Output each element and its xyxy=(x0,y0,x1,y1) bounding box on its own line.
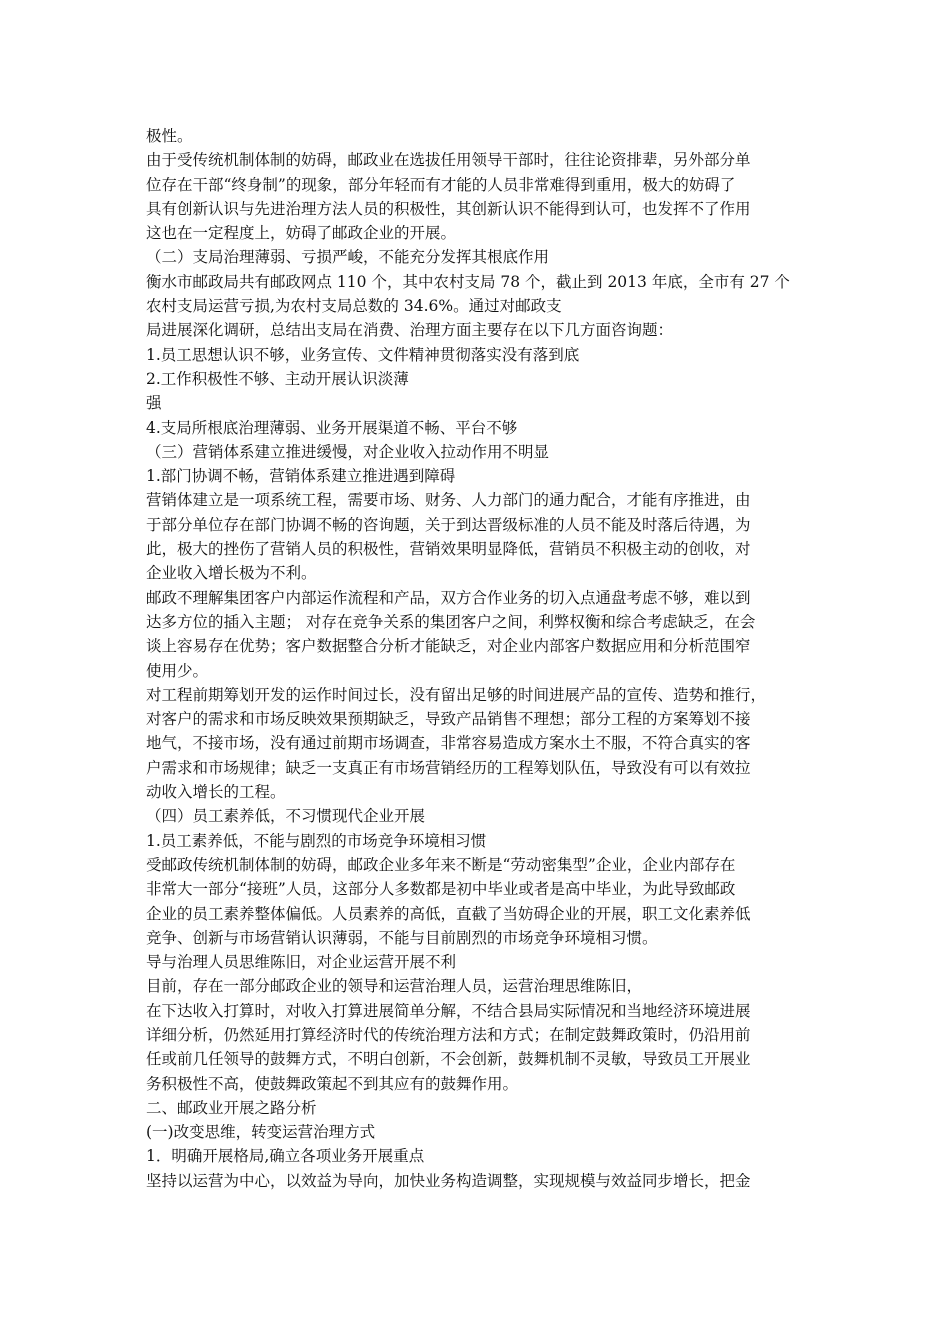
text-line: 邮政不理解集团客户内部运作流程和产品，双方合作业务的切入点通盘考虑不够，难以到 xyxy=(146,588,751,607)
text-line: （四）员工素养低，不习惯现代企业开展 xyxy=(146,807,426,826)
text-line: 企业的员工素养整体偏低。人员素养的高低，直截了当妨碍企业的开展，职工文化素养低 xyxy=(146,904,751,923)
text-line: 户需求和市场规律；缺乏一支真正有市场营销经历的工程筹划队伍，导致没有可以有效拉 xyxy=(146,758,751,777)
text-line: 局进展深化调研，总结出支局在消费、治理方面主要存在以下几方面咨询题： xyxy=(146,321,674,340)
text-line: (一)改变思维，转变运营治理方式 xyxy=(146,1123,376,1142)
text-line: 使用少。 xyxy=(146,661,209,680)
text-line: 营销体建立是一项系统工程，需要市场、财务、人力部门的通力配合，才能有序推进，由 xyxy=(146,491,751,510)
text-line: （三）营销体系建立推进缓慢，对企业收入拉动作用不明显 xyxy=(146,442,550,461)
text-line: 2.工作积极性不够、主动开展认识淡薄 xyxy=(146,369,409,388)
text-line: 地气，不接市场，没有通过前期市场调查，非常容易造成方案水土不服，不符合真实的客 xyxy=(146,734,751,753)
text-line: 极性。 xyxy=(146,127,193,145)
text-line: 1.员工思想认识不够，业务宣传、文件精神贯彻落实没有落到底 xyxy=(146,345,580,364)
text-line: 二、邮政业开展之路分析 xyxy=(146,1098,317,1117)
text-line: 非常大一部分“接班”人员，这部分人多数都是初中毕业或者是高中毕业，为此导致邮政 xyxy=(146,880,736,899)
text-line: 坚持以运营为中心，以效益为导向，加快业务构造调整，实现规模与效益同步增长，把金 xyxy=(146,1171,751,1190)
text-line: 导与治理人员思维陈旧，对企业运营开展不利 xyxy=(146,953,457,972)
text-line: 在下达收入打算时，对收入打算进展简单分解，不结合县局实际情况和当地经济环境进展 xyxy=(146,1001,751,1020)
text-line: 动收入增长的工程。 xyxy=(146,783,286,802)
document-body xyxy=(146,124,826,1193)
text-line: 企业收入增长极为不利。 xyxy=(146,564,317,583)
text-line: 对客户的需求和市场反映效果预期缺乏，导致产品销售不理想；部分工程的方案筹划不接 xyxy=(146,710,751,729)
text-line: 任或前几任领导的鼓舞方式，不明白创新，不会创新，鼓舞机制不灵敏，导致员工开展业 xyxy=(146,1050,751,1069)
text-line: 竞争、创新与市场营销认识薄弱，不能与目前剧烈的市场竞争环境相习惯。 xyxy=(146,928,658,947)
text-line: 此，极大的挫伤了营销人员的积极性，营销效果明显降低，营销员不积极主动的创收，对 xyxy=(146,540,751,559)
text-line: （二）支局治理薄弱、亏损严峻，不能充分发挥其根底作用 xyxy=(146,248,550,267)
text-line: 由于受传统机制体制的妨碍，邮政业在选拔任用领导干部时，往往论资排辈，另外部分单 xyxy=(146,151,751,170)
text-line: 1.员工素养低，不能与剧烈的市场竞争环境相习惯 xyxy=(146,831,487,850)
text-line: 具有创新认识与先进治理方法人员的积极性，其创新认识不能得到认可，也发挥不了作用 xyxy=(146,199,751,218)
text-line: 强 xyxy=(146,394,162,413)
text-line: 详细分析，仍然延用打算经济时代的传统治理方法和方式；在制定鼓舞政策时，仍沿用前 xyxy=(146,1025,751,1044)
text-line: 务积极性不高，使鼓舞政策起不到其应有的鼓舞作用。 xyxy=(146,1074,519,1093)
text-line: 受邮政传统机制体制的妨碍，邮政企业多年来不断是“劳动密集型”企业，企业内部存在 xyxy=(146,855,736,874)
text-line: 4.支局所根底治理薄弱、业务开展渠道不畅、平台不够 xyxy=(146,418,518,437)
text-line: 于部分单位存在部门协调不畅的咨询题，关于到达晋级标准的人员不能及时落后待遇，为 xyxy=(146,515,751,534)
text-line: 对工程前期筹划开发的运作时间过长，没有留出足够的时间进展产品的宣传、造势和推行， xyxy=(146,685,767,704)
text-line: 目前，存在一部分邮政企业的领导和运营治理人员，运营治理思维陈旧， xyxy=(146,977,643,996)
text-line: 这也在一定程度上，妨碍了邮政企业的开展。 xyxy=(146,224,457,243)
text-line: 位存在干部“终身制”的现象，部分年轻而有才能的人员非常难得到重用，极大的妨碍了 xyxy=(146,175,736,194)
text-line: 衡水市邮政局共有邮政网点 110 个，其中农村支局 78 个，截止到 2013 年底，全市有 27 个 xyxy=(146,272,790,291)
text-line: 达多方位的插入主题； 对存在竞争关系的集团客户之间，利弊权衡和综合考虑缺乏，在会 xyxy=(146,612,756,631)
text-line: 谈上容易存在优势；客户数据整合分析才能缺乏，对企业内部客户数据应用和分析范围窄 xyxy=(146,637,751,656)
text-line: 农村支局运营亏损,为农村支局总数的 34.6%。通过对邮政支 xyxy=(146,297,562,316)
text-line: 1．明确开展格局,确立各项业务开展重点 xyxy=(146,1147,425,1166)
text-line: 1.部门协调不畅，营销体系建立推进遇到障碍 xyxy=(146,467,456,486)
